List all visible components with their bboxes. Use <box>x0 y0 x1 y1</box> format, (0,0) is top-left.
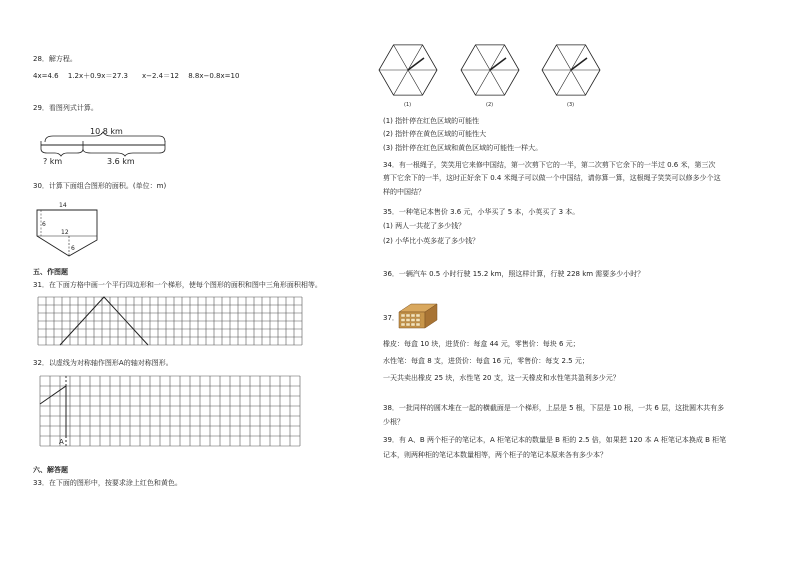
q33-title: 33．在下面的图形中，按要求涂上红色和黄色。 <box>33 479 182 487</box>
spinner-1 <box>379 45 437 95</box>
q32-grid <box>40 376 300 446</box>
q38-line-1: 38．一批同样的圆木堆在一起的横截面是一个梯形，上层是 5 根，下层是 10 根，一共 6 层，这批圆木共有多 <box>383 404 725 412</box>
q28-equations: 4x=4.6 1.2x＋0.9x＝27.3 x−2.4＝12 8.8x−0.8x=10 <box>33 72 240 80</box>
q29-diagram <box>33 120 173 168</box>
eraser-box-image <box>397 302 439 330</box>
q38-line-2: 少根？ <box>383 418 404 426</box>
q35-line-1: 35．一种笔记本售价 3.6 元，小华买了 5 本，小英买了 3 本。 <box>383 208 580 216</box>
q30-label-low: 6 <box>71 245 75 252</box>
q29-total-label: 10.8 km <box>90 127 123 136</box>
q32-label-a: A <box>59 438 64 446</box>
q30-figure <box>33 198 103 260</box>
spinner-figures <box>376 38 616 110</box>
q39-line-2: 记本，则两种柜的笔记本数量相等，两个柜子的笔记本原来各有多少本？ <box>383 451 607 459</box>
q29-part2-label: 3.6 km <box>107 157 135 166</box>
spinner-label-1: (1) <box>404 102 412 108</box>
q30-label-top: 14 <box>59 202 67 209</box>
q39-line-1: 39．有 A、B 两个柜子的笔记本，A 柜笔记本的数量是 B 柜的 2.5 倍，如果把 120 本 A 柜笔记本换成 B 柜笔 <box>383 436 727 444</box>
q30-label-mid: 12 <box>61 229 69 236</box>
q35-line-2: (1) 两人一共花了多少钱？ <box>383 222 466 230</box>
q30-title: 30．计算下面组合图形的面积。(单位：m) <box>33 182 167 190</box>
q31-title: 31．在下面方格中画一个平行四边形和一个梯形，使每个图形的面积和图中三角形面积相等。 <box>33 281 322 289</box>
q30-label-left: 6 <box>42 221 46 228</box>
section-6-heading: 六、解答题 <box>33 466 68 474</box>
q29-title: 29．看图列式计算。 <box>33 104 98 112</box>
spinner-3 <box>542 45 600 95</box>
q33-item-2: (2) 指针停在黄色区域的可能性大 <box>383 130 487 138</box>
q32-title: 32．以虚线为对称轴作图形A的轴对称图形。 <box>33 359 173 367</box>
q31-grid <box>38 297 302 345</box>
q28-title: 28．解方程。 <box>33 55 77 63</box>
q34-line-3: 样的中国结？ <box>383 188 425 196</box>
q35-line-3: (2) 小华比小英多花了多少钱？ <box>383 237 480 245</box>
q33-item-3: (3) 指针停在红色区域和黄色区域的可能性一样大。 <box>383 144 543 152</box>
q37-line-1: 橡皮：每盒 10 块，进货价：每盒 44 元，零售价：每块 6 元； <box>383 340 580 348</box>
q34-line-1: 34．有一根绳子，笑笑用它来修中国结，第一次剪下它的一半，第二次剪下它余下的一半过 0.6 米，第三次 <box>383 161 716 169</box>
q37-title: 37． <box>383 314 399 322</box>
spinner-label-3: (3) <box>567 102 575 108</box>
spinner-label-2: (2) <box>486 102 494 108</box>
spinner-2 <box>461 45 519 95</box>
q37-line-2: 水性笔：每盒 8 支，进货价：每盒 16 元，零售价：每支 2.5 元； <box>383 357 589 365</box>
q36-text: 36．一辆汽车 0.5 小时行驶 15.2 km，照这样计算，行驶 228 km 需要多少小时？ <box>383 270 645 278</box>
q34-line-2: 剪下它余下的一半，这时正好余下 0.4 米绳子可以做一个中国结，请你算一算，这根绳子笑笑可以修多少个这 <box>383 174 721 182</box>
q33-item-1: (1) 指针停在红色区域的可能性 <box>383 117 480 125</box>
q29-part1-label: ? km <box>43 157 63 166</box>
section-5-heading: 五、作图题 <box>33 268 68 276</box>
q37-line-3: 一天共卖出橡皮 25 块，水性笔 20 支，这一天橡皮和水性笔共盈利多少元？ <box>383 374 620 382</box>
